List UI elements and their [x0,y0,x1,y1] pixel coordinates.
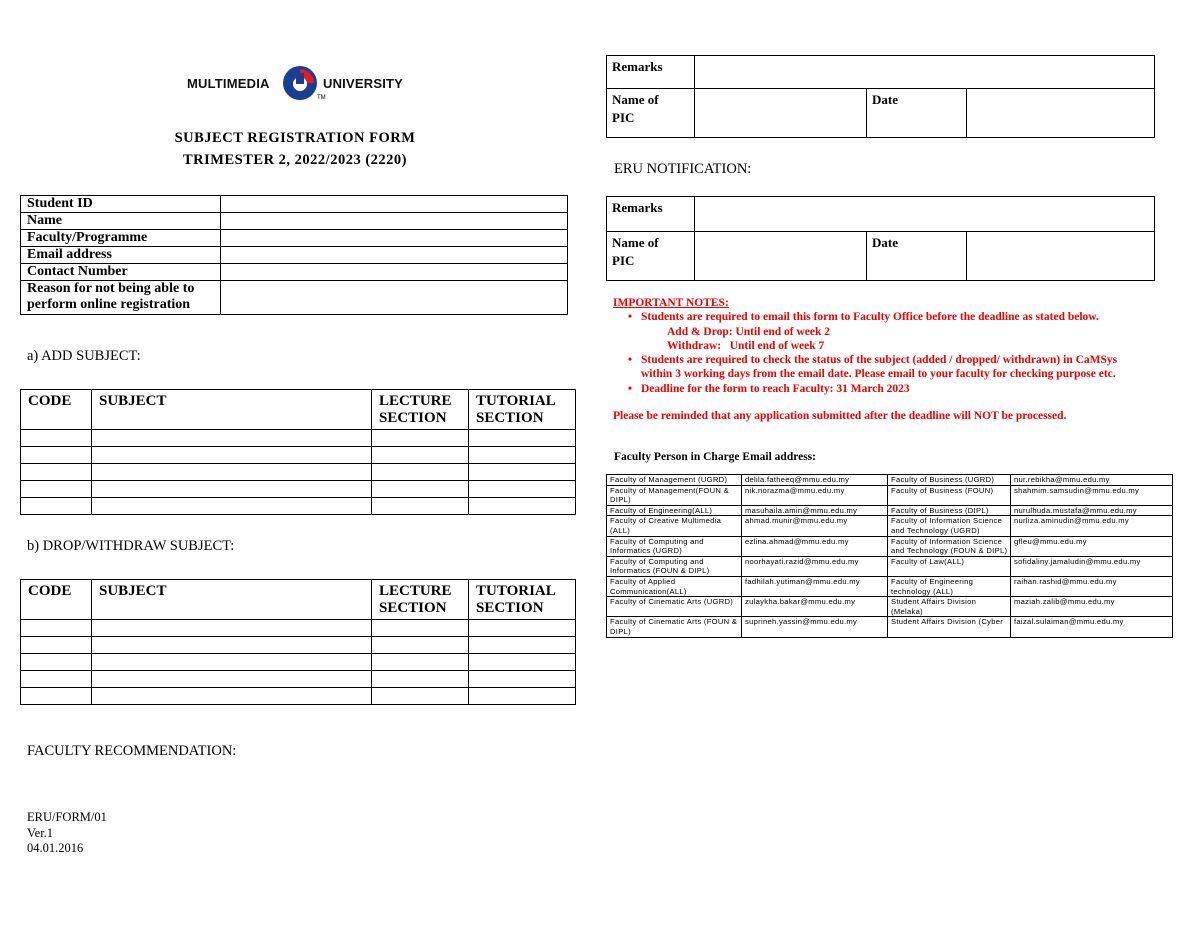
trimester-title: TRIMESTER 2, 2022/2023 (2220) [183,152,407,168]
contact-number-field[interactable] [221,264,568,281]
info-label: Faculty/Programme [21,230,221,247]
date-field[interactable] [967,89,1155,138]
university-logo [183,62,408,106]
form-code: ERU/FORM/01 [27,810,107,824]
table-row[interactable] [21,464,576,481]
table-row[interactable] [21,498,576,515]
table-row[interactable] [21,620,576,637]
faculty-name: Faculty of Cinematic Arts (FOUN & DIPL) [607,617,742,637]
faculty-name: Faculty of Law(ALL) [888,556,1011,576]
info-label [21,281,221,315]
faculty-name: Faculty of Engineering(ALL) [607,505,742,516]
faculty-name: Faculty of Information Science and Technology (UGRD) [888,516,1011,536]
note-item: • Deadline for the form to reach Faculty: 31 March 2023 [641,382,1173,396]
faculty-name: Student Affairs Division (Melaka) [888,597,1011,617]
faculty-recommendation-label: FACULTY RECOMMENDATION: [27,743,237,759]
eru-remarks-table [606,196,1155,281]
faculty-name: Faculty of Business (UGRD) [888,475,1011,486]
email-row [607,597,1173,617]
table-row[interactable] [21,654,576,671]
drop-subject-table [20,579,576,705]
logo-text-left: MULTIMEDIA [187,76,270,91]
drop-subject-label: b) DROP/WITHDRAW SUBJECT: [27,538,235,554]
info-label: Email address [21,247,221,264]
name-of-pic-label: Name of PIC [607,89,695,138]
remarks-label: Remarks [607,56,695,89]
remarks-field[interactable] [695,56,1155,89]
email-address[interactable]: ezlina.ahmad@mmu.edu.my [742,536,888,556]
email-address[interactable]: nik.norazma@mmu.edu.my [742,485,888,505]
note-withdraw: Withdraw: Until end of week 7 [667,339,825,352]
table-row[interactable] [21,637,576,654]
faculty-name: Faculty of Business (FOUN) [888,485,1011,505]
email-address[interactable]: suprineh.yassin@mmu.edu.my [742,617,888,637]
email-address[interactable]: maziah.zalib@mmu.edu.my [1011,597,1173,617]
faculty-name: Faculty of Management (UGRD) [607,475,742,486]
faculty-name: Faculty of Computing and Informatics (FOUN & DIPL) [607,556,742,576]
name-of-pic-label: Name of PIC [607,232,695,281]
add-subject-label: a) ADD SUBJECT: [27,348,141,364]
faculty-name: Faculty of Applied Communication(ALL) [607,576,742,596]
email-row [607,505,1173,516]
info-label: Name [21,213,221,230]
table-row[interactable] [21,430,576,447]
email-row [607,576,1173,596]
email-row [607,536,1173,556]
faculty-programme-field[interactable] [221,230,568,247]
email-address[interactable]: masuhaila.amin@mmu.edu.my [742,505,888,516]
email-row [607,516,1173,536]
eru-notification-label: ERU NOTIFICATION: [614,161,752,177]
student-info-table [20,195,568,315]
email-address[interactable]: faizal.sulaiman@mmu.edu.my [1011,617,1173,637]
email-row [607,485,1173,505]
logo-text-right: UNIVERSITY [323,76,404,91]
faculty-name: Faculty of Information Science and Technology (FOUN & DIPL) [888,536,1011,556]
faculty-name: Faculty of Creative Multimedia (ALL) [607,516,742,536]
email-address[interactable]: noorhayati.razid@mmu.edu.my [742,556,888,576]
info-label: Student ID [21,196,221,213]
note-item: • Students are required to check the status of the subject (added / dropped/ withdrawn) in CaMSys within 3 working days from the email date. Please email to your faculty for checking purpose etc. [641,353,1173,382]
logo-tm: TM [317,95,326,101]
note-add-drop: Add & Drop: Until end of week 2 [667,325,831,338]
form-footer [27,810,107,857]
info-label: Contact Number [21,264,221,281]
student-id-field[interactable] [221,196,568,213]
email-list-heading: Faculty Person in Charge Email address: [614,451,816,463]
eru-remarks-field[interactable] [695,197,1155,232]
tutorial-header: TUTORIAL SECTION [469,390,576,430]
table-row[interactable] [21,688,576,705]
reason-field[interactable] [221,281,568,315]
code-header: CODE [21,390,92,430]
email-address[interactable]: gfleu@mmu.edu.my [1011,536,1173,556]
info-row [21,247,568,264]
info-row [21,264,568,281]
subject-header: SUBJECT [92,390,372,430]
form-title: SUBJECT REGISTRATION FORM [174,130,416,146]
email-address[interactable]: delila.fatheeq@mmu.edu.my [742,475,888,486]
table-header-row [21,580,576,620]
email-field[interactable] [221,247,568,264]
subject-header: SUBJECT [92,580,372,620]
code-header: CODE [21,580,92,620]
faculty-name: Faculty of Engineering technology (ALL) [888,576,1011,596]
email-address[interactable]: fadhilah.yutiman@mmu.edu.my [742,576,888,596]
email-address[interactable]: sofidaliny.jamaludin@mmu.edu.my [1011,556,1173,576]
name-field[interactable] [221,213,568,230]
faculty-remarks-table [606,55,1155,138]
email-address[interactable]: ahmad.munir@mmu.edu.my [742,516,888,536]
info-row [21,196,568,213]
faculty-name: Faculty of Management(FOUN & DIPL) [607,485,742,505]
faculty-name: Faculty of Cinematic Arts (UGRD) [607,597,742,617]
faculty-name: Faculty of Business (DIPL) [888,505,1011,516]
info-row [21,230,568,247]
reason-label-line1: Reason for not being able to [27,281,195,296]
faculty-name: Faculty of Computing and Informatics (UGRD) [607,536,742,556]
table-header-row [21,390,576,430]
info-row [21,281,568,315]
faculty-name: Student Affairs Division (Cyber [888,617,1011,637]
info-row [21,213,568,230]
eru-pic-name-field[interactable] [695,232,867,281]
email-table [606,474,1173,638]
logo-emblem-icon [281,64,319,102]
eru-date-field[interactable] [967,232,1155,281]
email-address[interactable]: shahmim.samsudin@mmu.edu.my [1011,485,1173,505]
note-item: • Students are required to email this form to Faculty Office before the deadline as stated below. [641,310,1173,324]
email-address[interactable]: nurliza.aminudin@mmu.edu.my [1011,516,1173,536]
tutorial-header: TUTORIAL SECTION [469,580,576,620]
remarks-label: Remarks [607,197,695,232]
reason-label-line2: perform online registration [27,297,191,312]
form-date: 04.01.2016 [27,841,84,855]
email-row [607,556,1173,576]
email-address[interactable]: raihan.rashid@mmu.edu.my [1011,576,1173,596]
table-row[interactable] [21,671,576,688]
date-label: Date [867,89,967,138]
table-row[interactable] [21,447,576,464]
lecture-header: LECTURE SECTION [372,390,469,430]
deadline-reminder: Please be reminded that any application submitted after the deadline will NOT be processed. [613,410,1067,423]
form-version: Ver.1 [27,825,54,840]
email-row [607,617,1173,637]
table-row[interactable] [21,481,576,498]
lecture-header: LECTURE SECTION [372,580,469,620]
email-address[interactable]: nur.rebikha@mmu.edu.my [1011,475,1173,486]
email-row [607,475,1173,486]
email-address[interactable]: zulaykha.bakar@mmu.edu.my [742,597,888,617]
add-subject-table [20,389,576,515]
notes-heading: IMPORTANT NOTES: [613,297,729,309]
pic-name-field[interactable] [695,89,867,138]
email-address[interactable]: nurulhuda.mustafa@mmu.edu.my [1011,505,1173,516]
date-label: Date [867,232,967,281]
important-notes [613,296,1173,423]
